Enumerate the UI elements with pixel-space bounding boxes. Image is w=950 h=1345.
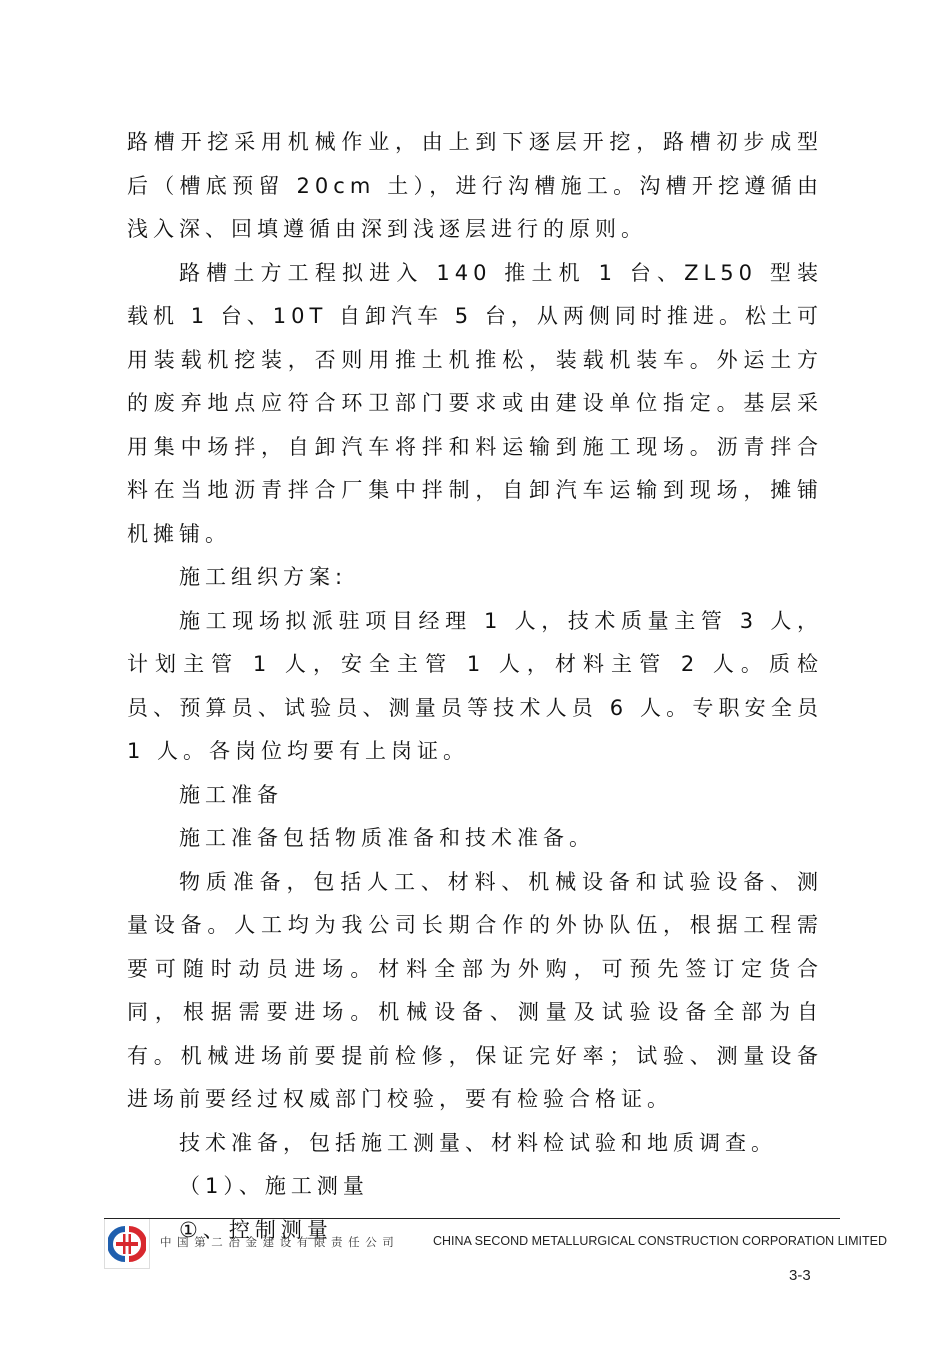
heading-control-survey: ①、控制测量 xyxy=(179,1217,333,1242)
heading-organization-plan: 施工组织方案: xyxy=(179,565,348,589)
heading-construction-survey: （1）、施工测量 xyxy=(179,1174,369,1198)
company-name-chinese: 中国第二冶金建设有限责任公司 xyxy=(160,1235,400,1249)
paragraph-staffing: 施工现场拟派驻项目经理 1 人，技术质量主管 3 人，计划主管 1 人，安全主管 1 人，材料主管 2 人。质检员、预算员、试验员、测量员等技术人员 6 人。专职安全员 1 人。各岗位均要有上岗证。 xyxy=(127,608,823,763)
company-name-english: CHINA SECOND METALLURGICAL CONSTRUCTION CORPORATION LIMITED xyxy=(433,1234,887,1248)
company-logo-icon-graphic xyxy=(108,1225,146,1263)
paragraph-trench-excavation: 路槽开挖采用机械作业，由上到下逐层开挖，路槽初步成型后（槽底预留 20cm 土），进行沟槽施工。沟槽开挖遵循由浅入深、回填遵循由深到浅逐层进行的原则。 xyxy=(127,130,823,241)
paragraph-preparation-scope: 施工准备包括物质准备和技术准备。 xyxy=(179,826,595,850)
paragraph-material-preparation: 物质准备，包括人工、材料、机械设备和试验设备、测量设备。人工均为我公司长期合作的外协队伍，根据工程需要可随时动员进场。材料全部为外购，可预先签订定货合同，根据需要进场。机械设备、测量及试验设备全部为自有。机械进场前要提前检修，保证完好率；试验、测量设备进场前要经过权威部门校验，要有检验合格证。 xyxy=(127,869,823,1111)
heading-construction-preparation: 施工准备 xyxy=(179,782,283,807)
page-number: 3-3 xyxy=(789,1267,811,1284)
paragraph-earthwork-equipment: 路槽土方工程拟进入 140 推土机 1 台、ZL50 型装载机 1 台、10T 自卸汽车 5 台，从两侧同时推进。松土可用装载机挖装，否则用推土机推松，装载机装车。外运土方的废弃地点应符合环卫部门要求或由建设单位指定。基层采用集中场拌，自卸汽车将拌和料运输到施工现场。沥青拌合料在当地沥青拌合厂集中拌制，自卸汽车运输到现场，摊铺机摊铺。 xyxy=(127,260,823,546)
footer-divider xyxy=(104,1218,840,1219)
company-logo-icon xyxy=(104,1219,150,1269)
document-body xyxy=(127,121,823,1252)
paragraph-technical-preparation: 技术准备，包括施工测量、材料检试验和地质调查。 xyxy=(179,1130,777,1155)
